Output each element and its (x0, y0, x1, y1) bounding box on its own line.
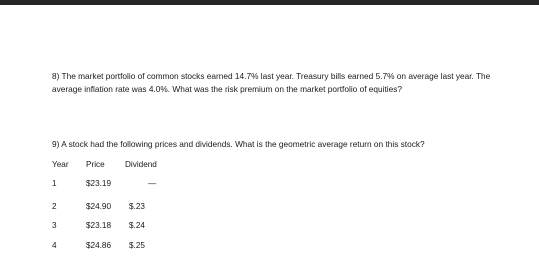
question-8-text: 8) The market portfolio of common stocks earned 14.7% last year. Treasury bills earned 5.7% on average last year. The average inflation rate was 4.0%. What was the risk premium on the market portfolio of equities? (52, 71, 491, 95)
row-1-dividend: — (148, 179, 157, 188)
header-year: Year (52, 160, 69, 169)
row-3-year: 3 (52, 221, 57, 230)
row-4-price: $24.86 (86, 241, 112, 250)
row-4-dividend: $.25 (129, 241, 145, 250)
row-2-dividend: $.23 (129, 202, 145, 211)
header-dividend: Dividend (125, 160, 157, 169)
row-2-year: 2 (52, 202, 57, 211)
top-border-bar (0, 0, 539, 5)
row-1-price: $23.19 (86, 179, 112, 188)
row-1-year: 1 (52, 179, 57, 188)
row-3-dividend: $.24 (129, 221, 145, 230)
header-price: Price (86, 160, 105, 169)
row-4-year: 4 (52, 241, 57, 250)
row-3-price: $23.18 (86, 221, 112, 230)
row-2-price: $24.90 (86, 202, 112, 211)
question-9-text: 9) A stock had the following prices and dividends. What is the geometric average return on this stock? (52, 139, 425, 149)
